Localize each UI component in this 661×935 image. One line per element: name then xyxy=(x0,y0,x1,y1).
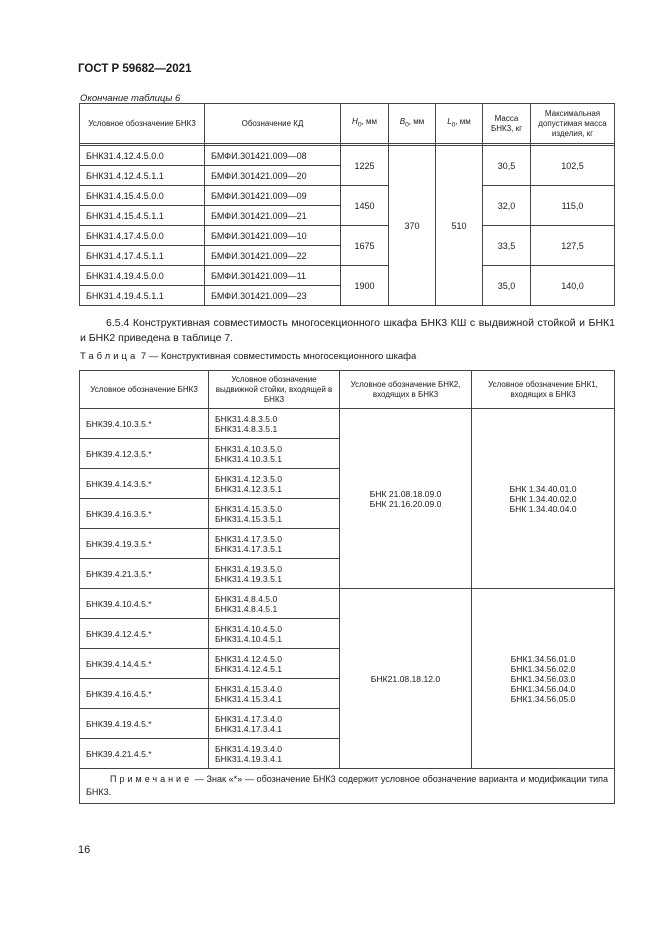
t6-row-designation: БНК31.4.12.4.5.0.0 xyxy=(80,146,205,166)
t6-header-b0: $B_0$, мм xyxy=(389,104,436,144)
t7-row-rack: БНК31.4.17.3.5.0 БНК31.4.17.3.5.1 xyxy=(209,529,340,559)
t6-h0-cell: 1900 xyxy=(341,266,389,306)
t7-row-rack: БНК31.4.15.3.5.0 БНК31.4.15.3.5.1 xyxy=(209,499,340,529)
t6-l0-cell: 510 xyxy=(436,146,483,306)
t7-row-designation: БНК39.4.14.3.5.* xyxy=(80,469,209,499)
t7-note: Примечание — Знак «*» — обозначение БНК3 содержит условное обозначение варианта и модификации типа БНК3. xyxy=(80,769,615,804)
table-7 xyxy=(79,370,615,804)
t6-h0-cell: 1450 xyxy=(341,186,389,226)
t6-row-kd: БМФИ.301421.009—23 xyxy=(205,286,341,306)
t6-maxmass-cell: 115,0 xyxy=(531,186,615,226)
t6-row-kd: БМФИ.301421.009—08 xyxy=(205,146,341,166)
t7-header-bnk1: Условное обозначение БНК1, входящих в БНК3 xyxy=(472,371,615,409)
t7-row-designation: БНК39.4.19.4.5.* xyxy=(80,709,209,739)
t6-header-maxmass: Максимальная допустимая масса изделия, кг xyxy=(531,104,615,144)
table6-caption: Окончание таблицы 6 xyxy=(80,93,181,104)
t6-mass-cell: 35,0 xyxy=(483,266,531,306)
page-number: 16 xyxy=(78,844,91,856)
t6-b0-cell: 370 xyxy=(389,146,436,306)
t7-group1-bnk2: БНК 21.08.18.09.0 БНК 21.16.20.09.0 xyxy=(340,409,472,589)
t6-row-designation: БНК31.4.19.4.5.0.0 xyxy=(80,266,205,286)
t6-row-kd: БМФИ.301421.009—21 xyxy=(205,206,341,226)
t7-group1-bnk1: БНК 1.34.40.01.0 БНК 1.34.40.02.0 БНК 1.34.40.04.0 xyxy=(472,409,615,589)
standard-header: ГОСТ Р 59682—2021 xyxy=(78,63,192,75)
t6-row-kd: БМФИ.301421.009—09 xyxy=(205,186,341,206)
t7-row-rack: БНК31.4.19.3.5.0 БНК31.4.19.3.5.1 xyxy=(209,559,340,589)
t7-row-rack: БНК31.4.8.3.5.0 БНК31.4.8.3.5.1 xyxy=(209,409,340,439)
t6-row-kd: БМФИ.301421.009—20 xyxy=(205,166,341,186)
t7-header-bnk3: Условное обозначение БНК3 xyxy=(80,371,209,409)
t7-row-rack: БНК31.4.10.4.5.0 БНК31.4.10.4.5.1 xyxy=(209,619,340,649)
t7-header-bnk2: Условное обозначение БНК2, входящих в БНК3 xyxy=(340,371,472,409)
t6-h0-cell: 1675 xyxy=(341,226,389,266)
t6-row-designation: БНК31.4.19.4.5.1.1 xyxy=(80,286,205,306)
t6-maxmass-cell: 127,5 xyxy=(531,226,615,266)
t6-header-h0: $H_0$, мм xyxy=(341,104,389,144)
t7-row-rack: БНК31.4.17.3.4.0 БНК31.4.17.3.4.1 xyxy=(209,709,340,739)
t7-row-rack: БНК31.4.10.3.5.0 БНК31.4.10.3.5.1 xyxy=(209,439,340,469)
t6-maxmass-cell: 140,0 xyxy=(531,266,615,306)
t7-row-designation: БНК39.4.21.4.5.* xyxy=(80,739,209,769)
t7-row-rack: БНК31.4.8.4.5.0 БНК31.4.8.4.5.1 xyxy=(209,589,340,619)
table-6 xyxy=(79,103,615,306)
t7-row-designation: БНК39.4.10.4.5.* xyxy=(80,589,209,619)
t7-row-designation: БНК39.4.16.3.5.* xyxy=(80,499,209,529)
t7-header-rack: Условное обозначение выдвижной стойки, входящей в БНК3 xyxy=(209,371,340,409)
t7-row-designation: БНК39.4.21.3.5.* xyxy=(80,559,209,589)
t7-row-rack: БНК31.4.19.3.4.0 БНК31.4.19.3.4.1 xyxy=(209,739,340,769)
t6-mass-cell: 32,0 xyxy=(483,186,531,226)
t7-row-designation: БНК39.4.12.4.5.* xyxy=(80,619,209,649)
section-paragraph: 6.5.4 Конструктивная совместимость многосекционного шкафа БНК3 КШ с выдвижной стойкой и БНК1 и БНК2 приведена в таблице 7. xyxy=(80,317,615,344)
t6-h0-cell: 1225 xyxy=(341,146,389,186)
t7-row-designation: БНК39.4.12.3.5.* xyxy=(80,439,209,469)
table7-caption: Таблица 7 — Конструктивная совместимость многосекционного шкафа xyxy=(80,351,417,362)
t6-row-designation: БНК31.4.17.4.5.1.1 xyxy=(80,246,205,266)
t6-header-kd: Обозначение КД xyxy=(205,104,341,144)
t6-header-mass: Масса БНК3, кг xyxy=(483,104,531,144)
t7-group2-bnk1: БНК1.34.56.01.0 БНК1.34.56.02.0 БНК1.34.56.03.0 БНК1.34.56.04.0 БНК1.34.56.05.0 xyxy=(472,589,615,769)
t6-header-l0: $L_0$, мм xyxy=(436,104,483,144)
t7-row-rack: БНК31.4.15.3.4.0 БНК31.4.15.3.4.1 xyxy=(209,679,340,709)
t7-row-designation: БНК39.4.16.4.5.* xyxy=(80,679,209,709)
t7-row-designation: БНК39.4.19.3.5.* xyxy=(80,529,209,559)
t7-group2-bnk2: БНК21.08.18.12.0 xyxy=(340,589,472,769)
t6-row-kd: БМФИ.301421.009—22 xyxy=(205,246,341,266)
t6-row-designation: БНК31.4.12.4.5.1.1 xyxy=(80,166,205,186)
t7-row-designation: БНК39.4.14.4.5.* xyxy=(80,649,209,679)
t6-row-designation: БНК31.4.15.4.5.0.0 xyxy=(80,186,205,206)
t6-row-designation: БНК31.4.17.4.5.0.0 xyxy=(80,226,205,246)
t6-row-kd: БМФИ.301421.009—11 xyxy=(205,266,341,286)
t6-mass-cell: 33,5 xyxy=(483,226,531,266)
t6-header-designation: Условное обозначение БНК3 xyxy=(80,104,205,144)
t7-row-rack: БНК31.4.12.3.5.0 БНК31.4.12.3.5.1 xyxy=(209,469,340,499)
t7-row-designation: БНК39.4.10.3.5.* xyxy=(80,409,209,439)
t7-row-rack: БНК31.4.12.4.5.0 БНК31.4.12.4.5.1 xyxy=(209,649,340,679)
t6-row-designation: БНК31.4.15.4.5.1.1 xyxy=(80,206,205,226)
t6-maxmass-cell: 102,5 xyxy=(531,146,615,186)
t6-mass-cell: 30,5 xyxy=(483,146,531,186)
t6-row-kd: БМФИ.301421.009—10 xyxy=(205,226,341,246)
